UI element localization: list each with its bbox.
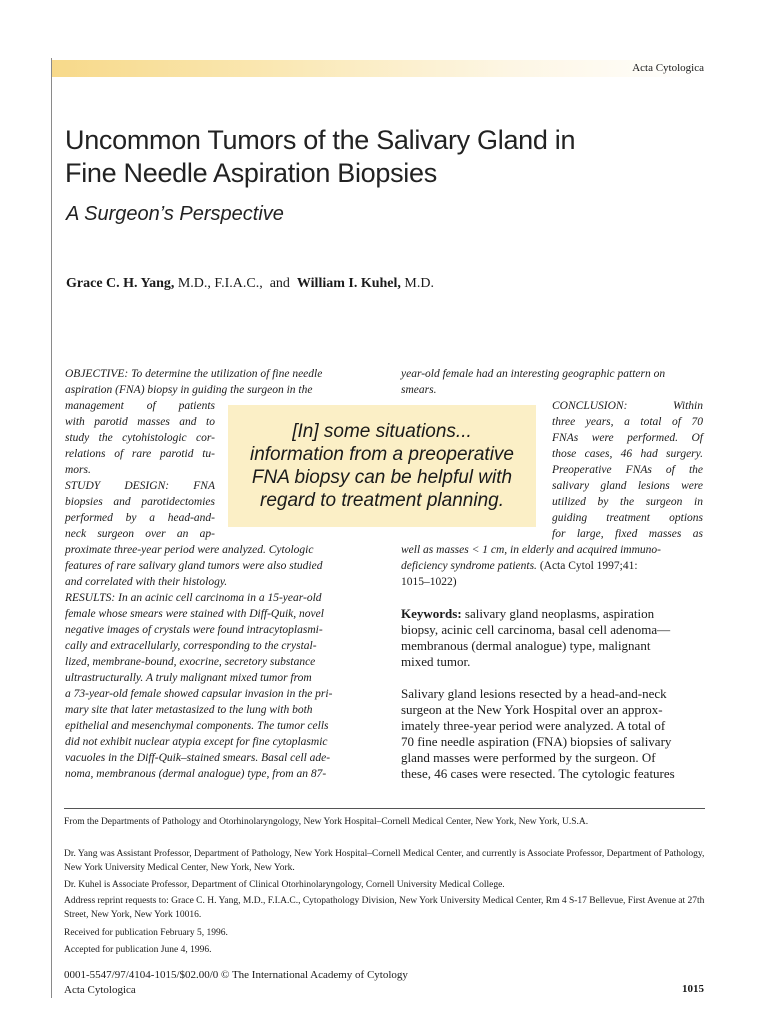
title-line-1: Uncommon Tumors of the Salivary Gland in: [65, 125, 576, 155]
keywords-line: mixed tumor.: [401, 654, 471, 669]
keywords-block: [401, 606, 703, 670]
abstract-line: epithelial and mesenchymal components. The tumor cells: [65, 720, 329, 732]
abstract-line: OBJECTIVE: To determine the utilization of fine needle: [65, 368, 323, 380]
margin-rule: [51, 58, 52, 998]
abstract-line: CONCLUSION: Within: [552, 400, 703, 412]
abstract-line: features of rare salivary gland tumors were also studied: [65, 560, 323, 572]
abstract-line: mors.: [65, 464, 91, 476]
abstract-line: for large, fixed masses as: [552, 528, 703, 540]
abstract-right-narrow: [552, 398, 703, 542]
footnote-received: Received for publication February 5, 1996.: [64, 928, 228, 938]
abstract-line: relations of rare parotid tu-: [65, 448, 215, 460]
abstract-line: female whose smears were stained with Diff-Quik, novel: [65, 608, 324, 620]
abstract-line: lized, membrane-bound, exocrine, secretory substance: [65, 656, 316, 668]
author-2-degrees: M.D.: [404, 276, 434, 291]
abstract-line: and correlated with their histology.: [65, 576, 228, 588]
body-line: gland masses were performed by the surgeon. Of: [401, 750, 656, 765]
abstract-line: study the cytohistologic cor-: [65, 432, 215, 444]
abstract-line: cally and extracellularly, corresponding to the crystal-: [65, 640, 317, 652]
keywords-line: biopsy, acinic cell carcinoma, basal cell adenoma—: [401, 622, 671, 637]
abstract-line: guiding treatment options: [552, 512, 703, 524]
title-line-2: Fine Needle Aspiration Biopsies: [65, 158, 437, 188]
body-line: surgeon at the New York Hospital over an approx-: [401, 702, 663, 717]
keywords-text: salivary gland neoplasms, aspiration: [464, 606, 655, 621]
abstract-line: three years, a total of 70: [552, 416, 703, 428]
abstract-line: proximate three-year period were analyzed. Cytologic: [65, 544, 314, 556]
keywords-line: membranous (dermal analogue) type, malignant: [401, 638, 651, 653]
pull-quote-line: regard to treatment planning.: [260, 490, 504, 511]
body-line: these, 46 cases were resected. The cytologic features: [401, 766, 675, 781]
body-paragraph: [401, 686, 703, 782]
abstract-line-text: deficiency syndrome patients.: [401, 560, 537, 572]
pull-quote: [232, 420, 532, 512]
abstract-line: STUDY DESIGN: FNA: [65, 480, 215, 492]
abstract-line: those cases, 46 had surgery.: [552, 448, 703, 460]
article-subtitle: A Surgeon’s Perspective: [66, 203, 284, 225]
citation-pages: 1015–1022): [401, 576, 457, 588]
author-1-name: Grace C. H. Yang,: [66, 276, 175, 291]
running-header-journal: Acta Cytologica: [632, 62, 704, 74]
pull-quote-line: information from a preoperative: [249, 444, 514, 465]
abstract-line: RESULTS: In an acinic cell carcinoma in a 15-year-old: [65, 592, 322, 604]
abstract-line: performed by a head-and-: [65, 512, 215, 524]
footnote-accepted: Accepted for publication June 4, 1996.: [64, 945, 212, 955]
abstract-line: smears.: [401, 384, 437, 396]
pull-quote-line: [In] some situations...: [292, 421, 472, 442]
footnote-kuhel: Dr. Kuhel is Associate Professor, Department of Clinical Otorhinolaryngology, Cornell University Medical College.: [64, 880, 505, 890]
abstract-line: neck surgeon over an ap-: [65, 528, 215, 540]
copyright-line: 0001-5547/97/4104-1015/$02.00/0 © The International Academy of Cytology: [64, 969, 408, 981]
body-line: 70 fine needle aspiration (FNA) biopsies of salivary: [401, 734, 672, 749]
abstract-line: utilized by the surgeon in: [552, 496, 703, 508]
author-line: [66, 275, 706, 293]
abstract-line: ultrastructurally. A truly malignant mixed tumor from: [65, 672, 312, 684]
author-2-name: William I. Kuhel,: [296, 276, 401, 291]
footnote-reprint: Address reprint requests to: Grace C. H. Yang, M.D., F.I.A.C., Cytopathology Division, New York University Medical Center, Rm 4 S-17 Bellevue, First Avenue at 27th Street, New York, New York 10016.: [64, 896, 705, 920]
body-line: Salivary gland lesions resected by a head-and-neck: [401, 686, 667, 701]
page-number: 1015: [682, 983, 704, 995]
abstract-line: well as masses < 1 cm, in elderly and acquired immuno-: [401, 544, 661, 556]
abstract-line: mary site that later metastasized to the lung with both: [65, 704, 313, 716]
footnote-yang: Dr. Yang was Assistant Professor, Department of Pathology, New York Hospital–Cornell Medical Center, and currently is Associate Professor, Department of Pathology, New York University Medical Center, New York, New York.: [64, 849, 705, 873]
abstract-line: [401, 558, 703, 574]
abstract-line: management of patients: [65, 400, 215, 412]
keywords-label: Keywords:: [401, 606, 462, 621]
article-title: [65, 124, 705, 190]
footnote-affiliation: From the Departments of Pathology and Otorhinolaryngology, New York Hospital–Cornell Medical Center, New York, New York, U.S.A.: [64, 817, 589, 827]
pull-quote-line: FNA biopsy can be helpful with: [251, 467, 513, 488]
abstract-line: salivary gland lesions were: [552, 480, 703, 492]
abstract-line: aspiration (FNA) biopsy in guiding the surgeon in the: [65, 384, 313, 396]
abstract-line: with parotid masses and to: [65, 416, 215, 428]
abstract-line: biopsies and parotidectomies: [65, 496, 215, 508]
abstract-line: negative images of crystals were found intracytoplasmi-: [65, 624, 323, 636]
abstract-line: FNAs were performed. Of: [552, 432, 703, 444]
footer-journal: Acta Cytologica: [64, 984, 136, 996]
author-and: and: [269, 276, 290, 291]
body-line: imately three-year period were analyzed. A total of: [401, 718, 666, 733]
abstract-right-bottom: [401, 542, 703, 590]
abstract-line: year-old female had an interesting geographic pattern on: [401, 368, 666, 380]
abstract-line: Preoperative FNAs of the: [552, 464, 703, 476]
abstract-line: vacuoles in the Diff-Quik–stained smears. Basal cell ade-: [65, 752, 331, 764]
abstract-line: noma, membranous (dermal analogue) type, from an 87-: [65, 768, 327, 780]
keywords-line: [401, 606, 703, 622]
citation: (Acta Cytol 1997;41:: [539, 560, 638, 572]
footnote-rule: [64, 808, 705, 809]
author-1-degrees: M.D., F.I.A.C.,: [177, 276, 263, 291]
abstract-right-top: [401, 366, 703, 398]
abstract-line: a 73-year-old female showed capsular invasion in the pri-: [65, 688, 333, 700]
abstract-line: did not exhibit nuclear atypia except for fine cytoplasmic: [65, 736, 328, 748]
